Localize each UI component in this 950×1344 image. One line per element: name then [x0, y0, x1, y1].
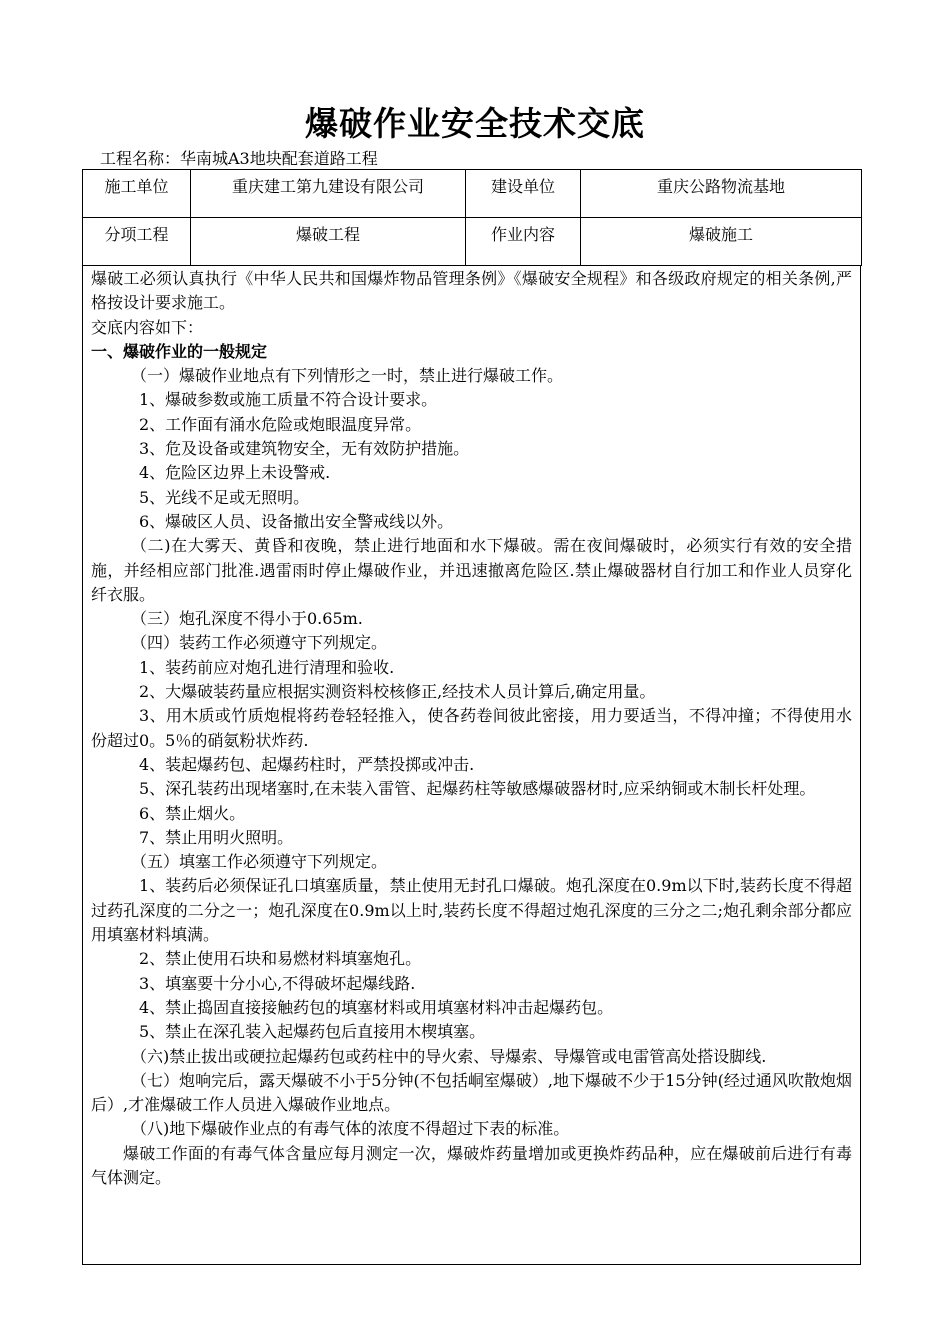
list-item: 5、深孔装药出现堵塞时,在未装入雷管、起爆药柱等敏感爆破器材时,应采纳铜或木制长杆处理。	[139, 779, 816, 799]
document-title: 爆破作业安全技术交底	[305, 104, 645, 143]
work-content-label: 作业内容	[466, 218, 581, 266]
clause-4: （四）装药工作必须遵守下列规定。	[131, 633, 388, 653]
sub-project-label: 分项工程	[83, 218, 191, 266]
list-item: 6、爆破区人员、设备撤出安全警戒线以外。	[139, 511, 454, 531]
construction-unit-value: 重庆建工第九建设有限公司	[191, 170, 466, 218]
list-item: 1、爆破参数或施工质量不符合设计要求。	[139, 390, 438, 410]
owner-unit-value: 重庆公路物流基地	[581, 170, 862, 218]
info-table	[82, 169, 862, 266]
intro-paragraph: 爆破工必须认真执行《中华人民共和国爆炸物品管理条例》《爆破安全规程》和各级政府规定的相关条例,严格按设计要求施工。	[91, 269, 852, 313]
list-item: 2、禁止使用石块和易燃材料填塞炮孔。	[139, 949, 422, 969]
list-item: 4、禁止捣固直接接触药包的填塞材料或用填塞材料冲击起爆药包。	[139, 997, 614, 1017]
table-row	[83, 170, 862, 218]
lead-line: 交底内容如下：	[91, 317, 204, 337]
clause-2: （二)在大雾天、黄昏和夜晚，禁止进行地面和水下爆破。需在夜间爆破时，必须实行有效的安全措施，并经相应部门批准.遇雷雨时停止爆破作业，并迅速撤离危险区.禁止爆破器材自行加工和作业人员穿化纤衣服。	[91, 536, 852, 604]
list-item: 7、禁止用明火照明。	[139, 827, 294, 847]
list-item: 5、光线不足或无照明。	[139, 487, 310, 507]
project-name: 工程名称：华南城A3地块配套道路工程	[100, 149, 378, 168]
table-row	[83, 218, 862, 266]
list-item: 2、大爆破装药量应根据实测资料校核修正,经技术人员计算后,确定用量。	[139, 682, 656, 702]
disclosure-content	[82, 266, 861, 1265]
sub-project-value: 爆破工程	[191, 218, 466, 266]
list-item: 5、禁止在深孔装入起爆药包后直接用木楔填塞。	[139, 1022, 486, 1042]
section-heading: 一、爆破作业的一般规定	[91, 341, 268, 361]
list-item: 4、装起爆药包、起爆药柱时，严禁投掷或冲击.	[139, 754, 475, 774]
clause-7: （七）炮响完后，露天爆破不小于5分钟(不包括峒室爆破）,地下爆破不少于15分钟(经过通风吹散炮烟后）,才准爆破工作人员进入爆破作业地点。	[91, 1070, 852, 1115]
list-item: 3、危及设备或建筑物安全，无有效防护措施。	[139, 439, 470, 459]
clause-6: （六)禁止拔出或硬拉起爆药包或药柱中的导火索、导爆索、导爆管或电雷管高处搭设脚线.	[131, 1046, 767, 1066]
list-item: 3、填塞要十分小心,不得破坏起爆线路.	[139, 973, 416, 993]
list-item: 1、装药后必须保证孔口填塞质量，禁止使用无封孔口爆破。炮孔深度在0.9m以下时,装药长度不得超过药孔深度的二分之一；炮孔深度在0.9m以上时,装药长度不得超过炮孔深度的三分之二;炮孔剩余部分都应用填塞材料填满。	[91, 876, 852, 945]
owner-unit-label: 建设单位	[466, 170, 581, 218]
closing-paragraph: 爆破工作面的有毒气体含量应每月测定一次，爆破炸药量增加或更换炸药品种，应在爆破前后进行有毒气体测定。	[91, 1143, 852, 1187]
list-item: 4、危险区边界上未设警戒.	[139, 463, 331, 483]
clause-1: （一）爆破作业地点有下列情形之一时，禁止进行爆破工作。	[131, 366, 564, 386]
list-item: 6、禁止烟火。	[139, 803, 246, 823]
work-content-value: 爆破施工	[581, 218, 862, 266]
list-item: 1、装药前应对炮孔进行清理和验收.	[139, 657, 395, 677]
clause-5: （五）填塞工作必须遵守下列规定。	[131, 852, 388, 872]
construction-unit-label: 施工单位	[83, 170, 191, 218]
list-item: 3、用木质或竹质炮棍将药卷轻轻推入，使各药卷间彼此密接，用力要适当，不得冲撞；不得使用水份超过0。5％的硝氨粉状炸药.	[91, 706, 852, 750]
list-item: 2、工作面有涌水危险或炮眼温度异常。	[139, 414, 422, 434]
clause-3: （三）炮孔深度不得小于0.65m.	[131, 609, 363, 629]
clause-8: （八)地下爆破作业点的有毒气体的浓度不得超过下表的标准。	[131, 1119, 570, 1139]
